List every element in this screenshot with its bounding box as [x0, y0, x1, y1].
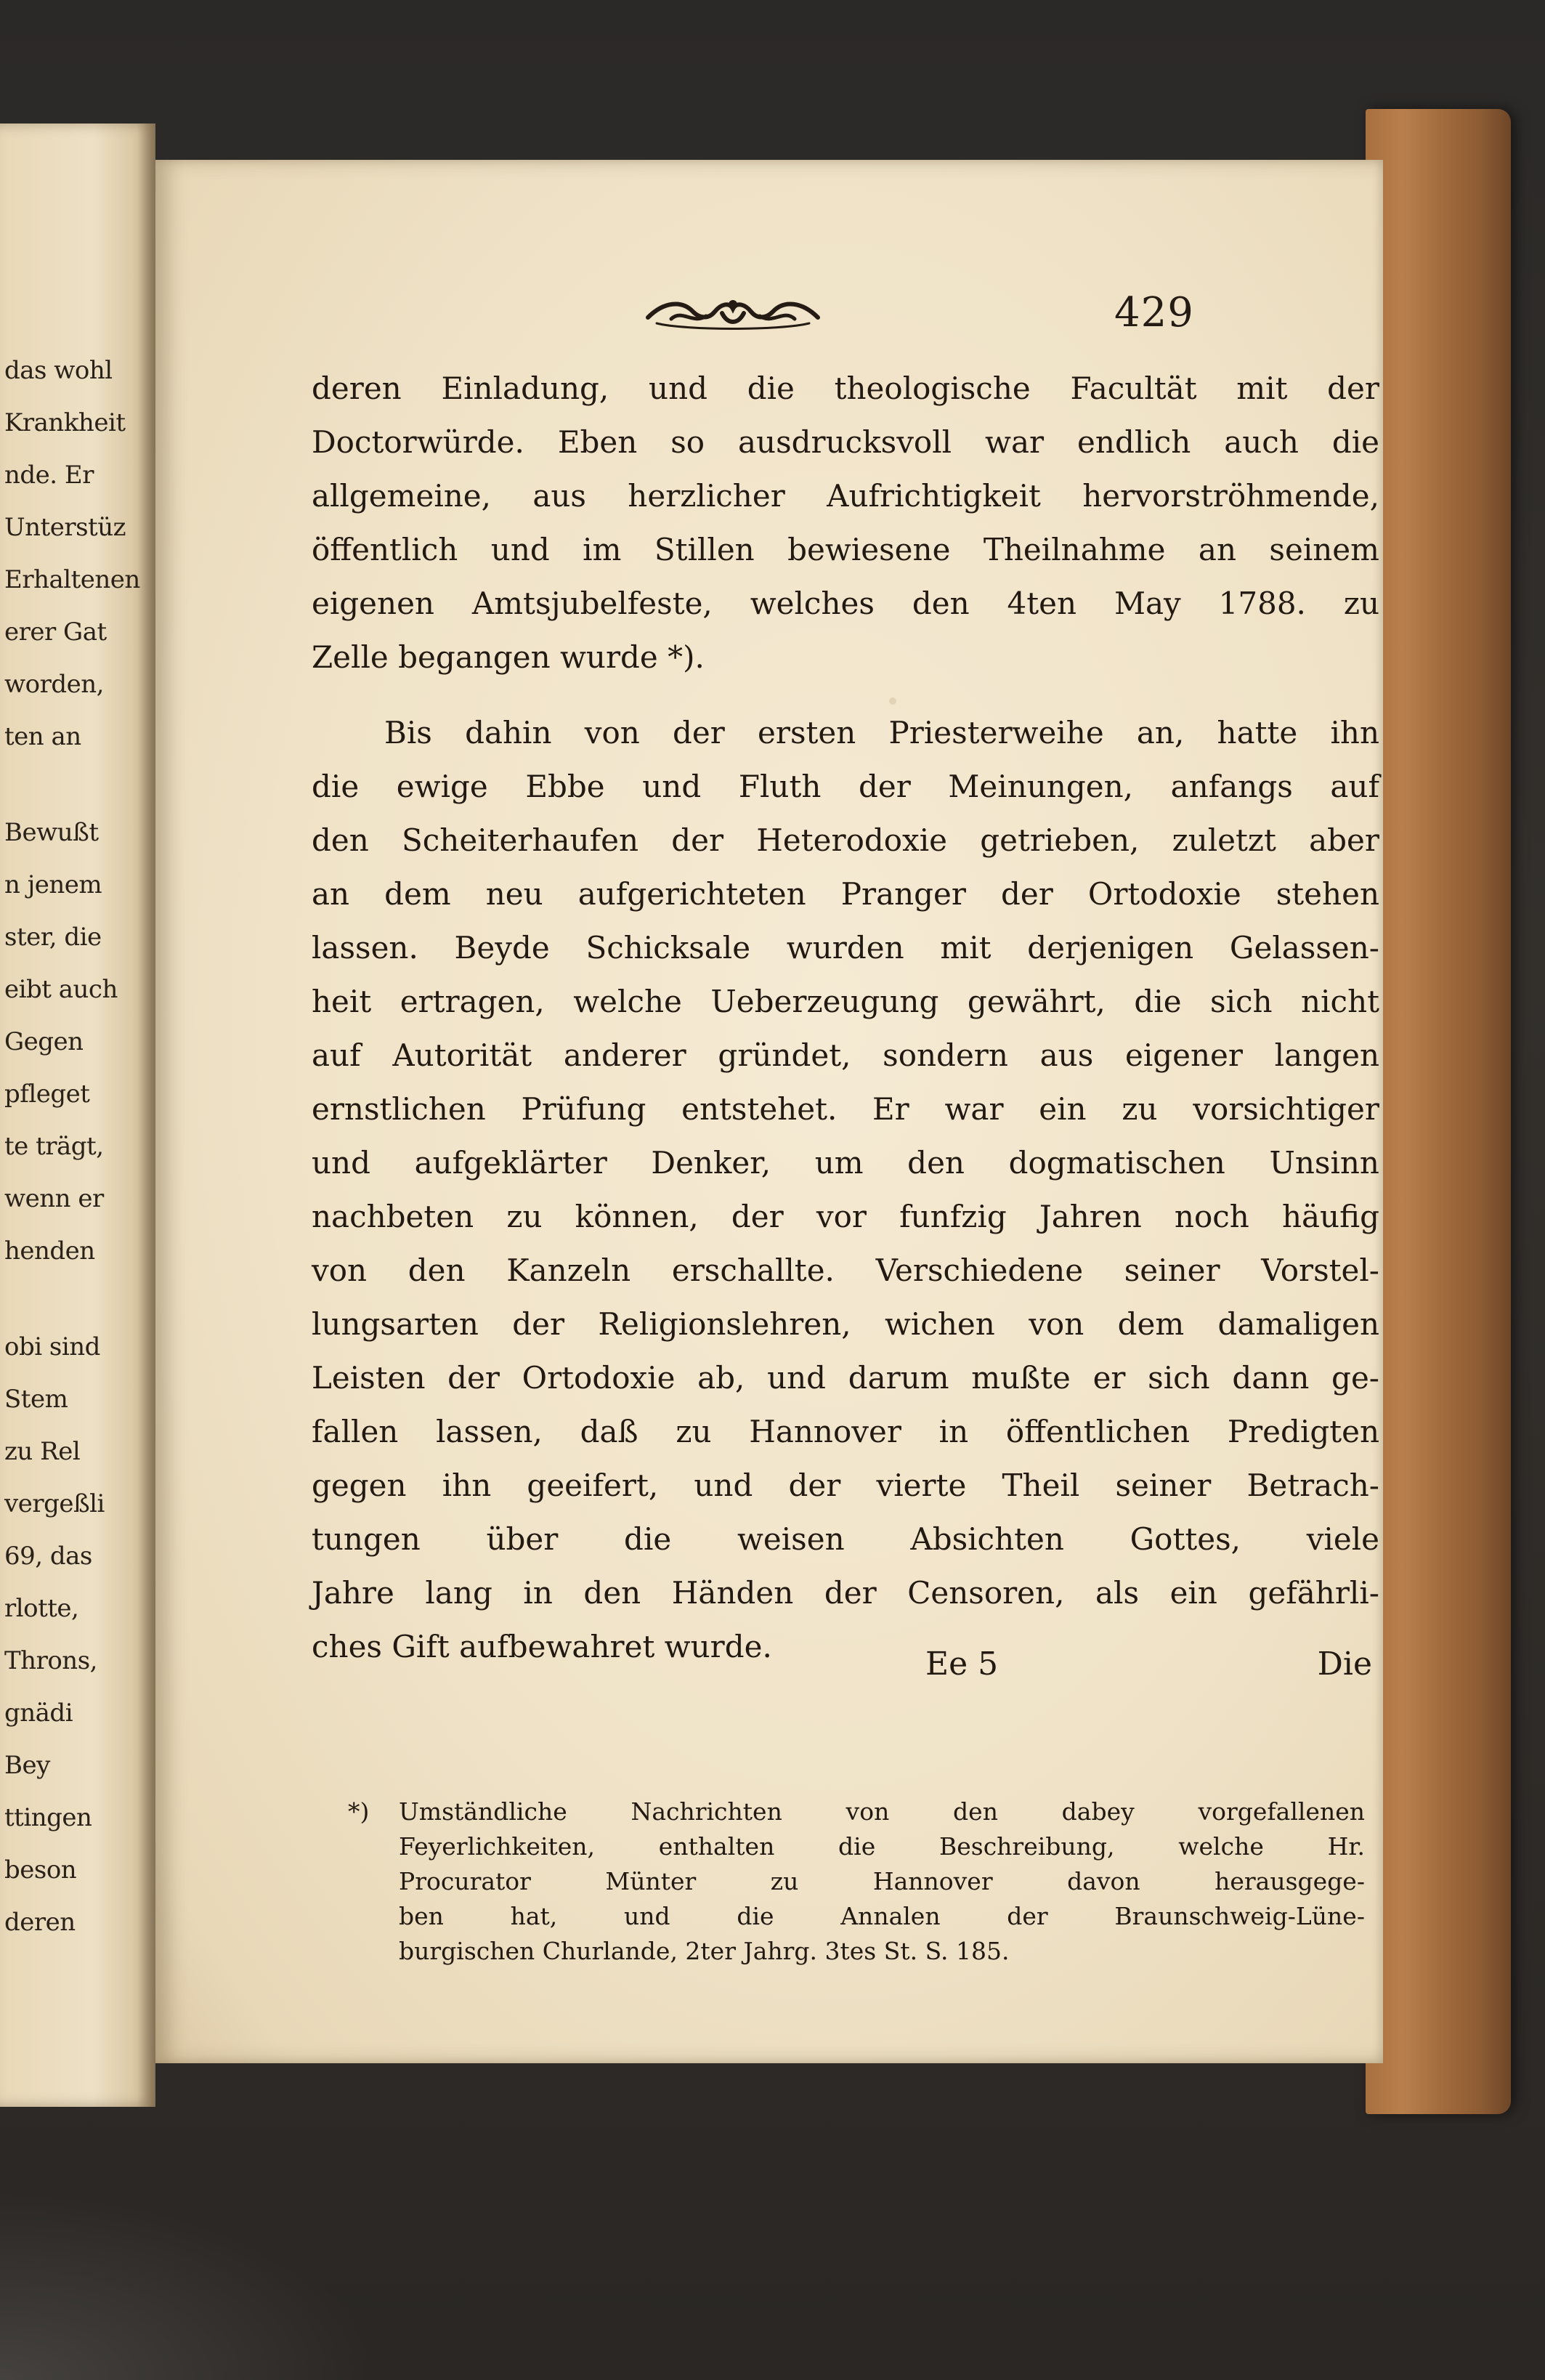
left-page-fragment: deren — [4, 1908, 76, 1937]
text-line: lungsarten der Religionslehren, wichen von dem damaligen — [312, 1306, 1379, 1342]
footnote-line — [348, 1899, 1365, 1934]
left-page-fragment: vergeßli — [4, 1489, 105, 1518]
footnote-text: Umständliche Nachrichten von den dabey vorgefallenen — [399, 1797, 1365, 1826]
text-line: die ewige Ebbe und Fluth der Meinungen, anfangs auf — [312, 769, 1379, 804]
body-text — [312, 362, 1379, 1674]
footnote-line — [348, 1829, 1365, 1864]
footnote-marker: *) — [348, 1797, 370, 1826]
text-line: und aufgeklärter Denker, um den dogmatischen Unsinn — [312, 1145, 1379, 1181]
left-facing-page — [0, 124, 155, 2107]
text-line: ches Gift aufbewahret wurde. — [312, 1629, 772, 1664]
footnote-lines — [348, 1794, 1365, 1969]
page-foot-line — [312, 1646, 1372, 1696]
footnote — [348, 1794, 1365, 1969]
text-line: den Scheiterhaufen der Heterodoxie getrieben, zuletzt aber — [312, 822, 1379, 858]
left-page-fragment: beson — [4, 1855, 77, 1885]
scanner-bed-glare — [0, 2191, 378, 2380]
footnote-text: burgischen Churlande, 2ter Jahrg. 3tes St. S. 185. — [399, 1937, 1010, 1965]
text-line: öffentlich und im Stillen bewiesene Theilnahme an seinem — [312, 532, 1379, 567]
text-line: gegen ihn geeifert, und der vierte Theil seiner Betrach- — [312, 1468, 1379, 1503]
left-page-fragment: te trägt, — [4, 1132, 104, 1161]
footnote-text: ben hat, und die Annalen der Braunschweig-Lüne- — [399, 1902, 1365, 1930]
text-line: tungen über die weisen Absichten Gottes, viele — [312, 1521, 1379, 1557]
left-page-fragment: rlotte, — [4, 1594, 79, 1623]
left-page-fragment: Throns, — [4, 1646, 97, 1675]
text-line: Zelle begangen wurde *). — [312, 639, 705, 675]
left-page-fragment: gnädi — [4, 1699, 73, 1728]
left-page-fragment: erer Gat — [4, 618, 107, 647]
left-page-fragment: henden — [4, 1236, 95, 1266]
text-line: deren Einladung, und die theologische Facultät mit der — [312, 371, 1379, 406]
paragraph-2 — [312, 706, 1379, 1674]
footnote-text: Procurator Münter zu Hannover davon herausgege- — [399, 1867, 1365, 1895]
footnote-line — [348, 1864, 1365, 1899]
left-page-fragment: nde. Er — [4, 461, 94, 490]
text-line: Leisten der Ortodoxie ab, und darum mußte er sich dann ge- — [312, 1360, 1379, 1396]
text-line: Bis dahin von der ersten Priesterweihe an, hatte ihn — [384, 715, 1379, 750]
book-fore-edge — [1366, 109, 1511, 2114]
left-page-fragment: Gegen — [4, 1027, 84, 1056]
left-page-fragment: n jenem — [4, 870, 102, 899]
left-page-fragment: wenn er — [4, 1184, 104, 1213]
page-number: 429 — [1114, 289, 1194, 336]
footnote-line — [348, 1794, 1365, 1829]
left-page-fragment: Bey — [4, 1751, 50, 1780]
text-line: heit ertragen, welche Ueberzeugung gewährt, die sich nicht — [312, 984, 1379, 1019]
text-line: eigenen Amtsjubelfeste, welches den 4ten May 1788. zu — [312, 586, 1379, 621]
left-page-fragment: Krankheit — [4, 408, 126, 437]
text-line: lassen. Beyde Schicksale wurden mit derjenigen Gelassen- — [312, 930, 1379, 966]
text-line: an dem neu aufgerichteten Pranger der Ortodoxie stehen — [312, 876, 1379, 912]
left-page-fragment: 69, das — [4, 1542, 92, 1571]
catchword: Die — [1317, 1646, 1372, 1683]
text-line: Doctorwürde. Eben so ausdrucksvoll war endlich auch die — [312, 424, 1379, 460]
left-page-fragment: Stem — [4, 1385, 68, 1414]
paragraph-1 — [312, 362, 1379, 684]
left-page-fragment: eibt auch — [4, 975, 118, 1004]
text-line: ernstlichen Prüfung entstehet. Er war ein zu vorsichtiger — [312, 1091, 1379, 1127]
left-page-fragment: Erhaltenen — [4, 565, 140, 594]
left-page-fragment: Unterstüz — [4, 513, 126, 542]
text-line: auf Autorität anderer gründet, sondern aus eigener langen — [312, 1037, 1379, 1073]
paragraph-gap — [312, 684, 1379, 706]
footnote-line — [348, 1934, 1365, 1969]
left-page-fragment: obi sind — [4, 1332, 100, 1361]
left-page-fragment: pfleget — [4, 1080, 90, 1109]
left-page-fragment: ster, die — [4, 923, 102, 952]
left-page-fragment: Bewußt — [4, 818, 99, 847]
left-page-fragment: worden, — [4, 670, 104, 699]
left-page-fragment: zu Rel — [4, 1437, 81, 1466]
footnote-text: Feyerlichkeiten, enthalten die Beschreibung, welche Hr. — [399, 1832, 1365, 1861]
text-line: allgemeine, aus herzlicher Aufrichtigkeit hervorströhmende, — [312, 478, 1379, 514]
text-line: nachbeten zu können, der vor funfzig Jahren noch häufig — [312, 1199, 1379, 1234]
text-line: fallen lassen, daß zu Hannover in öffentlichen Predigten — [312, 1414, 1379, 1449]
left-page-fragment: ten an — [4, 722, 81, 751]
left-page-fragment: ttingen — [4, 1803, 92, 1832]
text-line: von den Kanzeln erschallte. Verschiedene seiner Vorstel- — [312, 1252, 1379, 1288]
text-line: Jahre lang in den Händen der Censoren, als ein gefährli- — [312, 1575, 1379, 1611]
header-ornament-icon — [642, 287, 824, 338]
left-page-fragment: das wohl — [4, 356, 113, 385]
book-page — [155, 160, 1383, 2063]
signature-mark: Ee 5 — [925, 1646, 999, 1683]
